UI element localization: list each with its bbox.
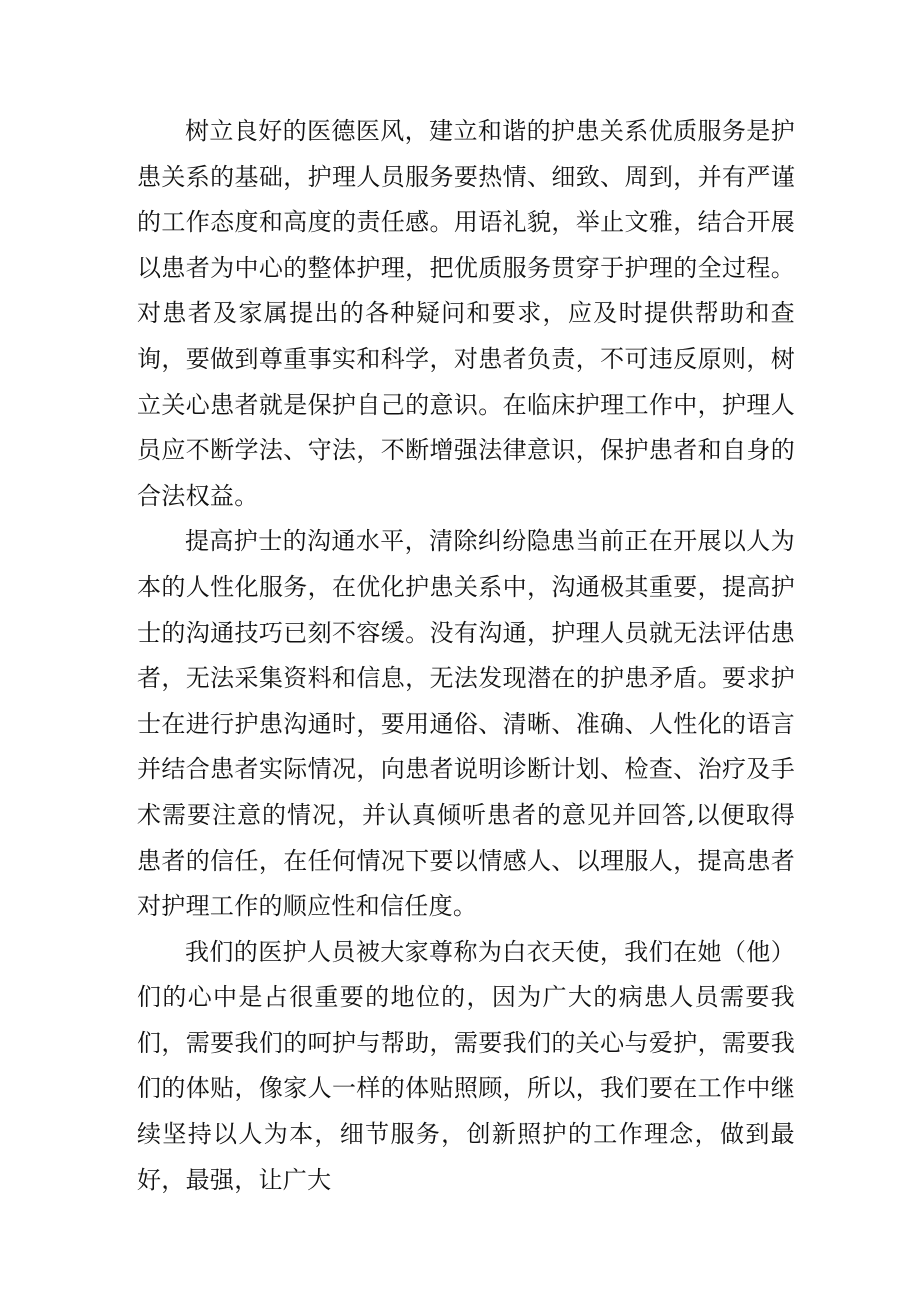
paragraph-medical-ethics: 树立良好的医德医风，建立和谐的护患关系优质服务是护患关系的基础，护理人员服务要热情、细致、周到，并有严谨的工作态度和高度的责任感。用语礼貌，举止文雅，结合开展以患者为中心的整体护理，把优质服务贯穿于护理的全过程。对患者及家属提出的各种疑问和要求，应及时提供帮助和查询，要做到尊重事实和科学，对患者负责，不可违反原则，树立关心患者就是保护自己的意识。在临床护理工作中，护理人员应不断学法、守法，不断增强法律意识，保护患者和自身的合法权益。 xyxy=(137,117,795,510)
document-page xyxy=(137,109,795,1203)
paragraph-nurse-communication: 提高护士的沟通水平，清除纠纷隐患当前正在开展以人为本的人性化服务，在优化护患关系中，沟通极其重要，提高护士的沟通技巧已刻不容缓。没有沟通，护理人员就无法评估患者，无法采集资料和信息，无法发现潜在的护患矛盾。要求护士在进行护患沟通时，要用通俗、清晰、准确、人性化的语言并结合患者实际情况，向患者说明诊断计划、检查、治疗及手术需要注意的情况，并认真倾听患者的意见并回答,以便取得患者的信任，在任何情况下要以情感人、以理服人，提高患者对护理工作的顺应性和信任度。 xyxy=(137,527,795,921)
paragraph-white-angels: 我们的医护人员被大家尊称为白衣天使，我们在她（他）们的心中是占很重要的地位的，因为广大的病患人员需要我们，需要我们的呵护与帮助，需要我们的关心与爱护，需要我们的体贴，像家人一样的体贴照顾，所以，我们要在工作中继续坚持以人为本，细节服务，创新照护的工作理念，做到最好，最强，让广大 xyxy=(137,937,795,1194)
